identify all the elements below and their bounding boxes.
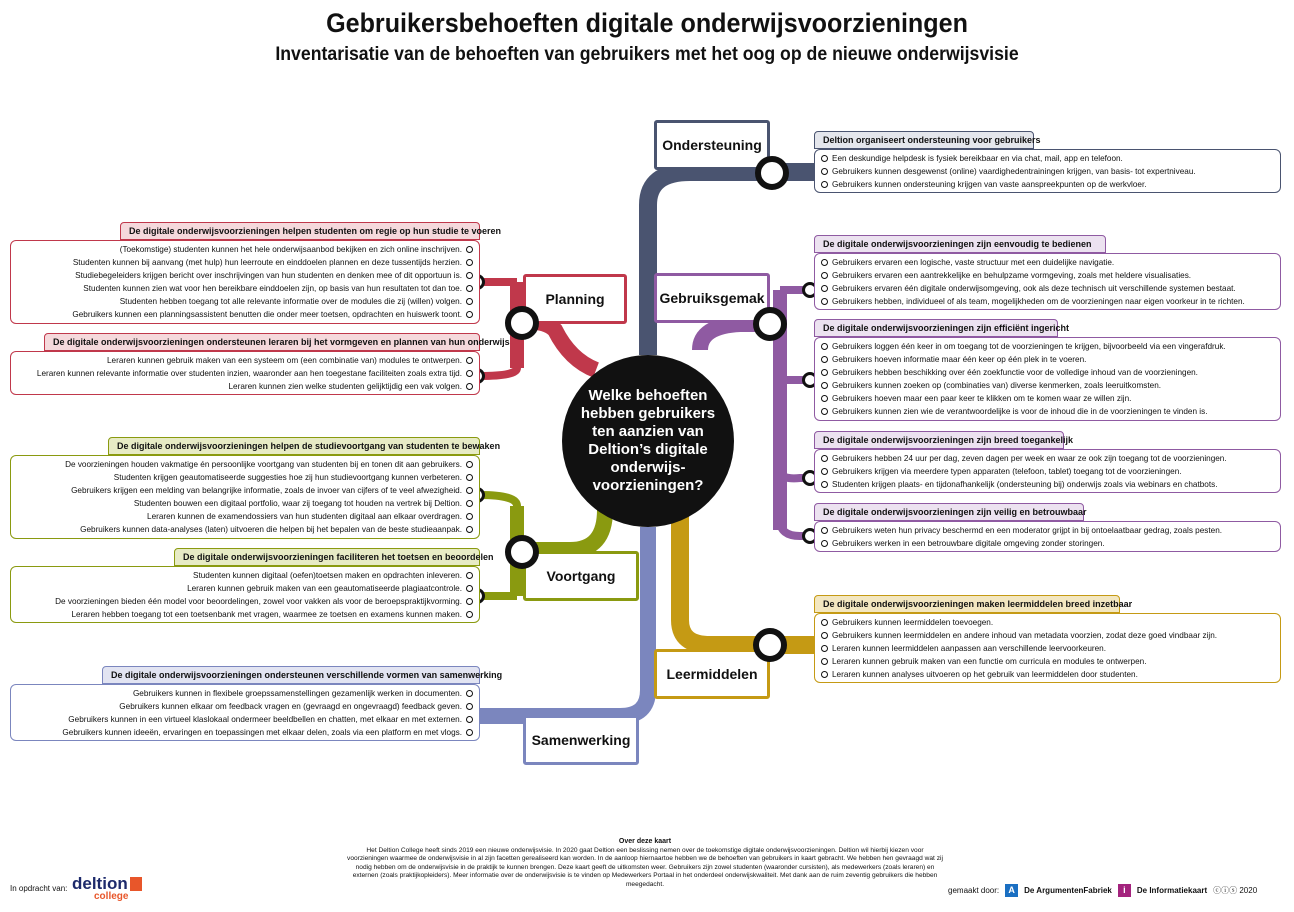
page-subtitle: Inventarisatie van de behoeften van gebruikers met het oog op de nieuwe onderwijsvisie	[275, 44, 1019, 65]
list-item: Een deskundige helpdesk is fysiek bereikbaar en via chat, mail, app en telefoon.	[821, 152, 1274, 165]
list-eenvoudig	[814, 253, 1281, 310]
list-item: Studenten hebben toegang tot alle relevante informatie over de modules die zij (willen) volgen.	[17, 295, 473, 308]
list-leraren	[10, 351, 480, 395]
list-item: Gebruikers kunnen zoeken op (combinaties van) diverse kenmerken, zoals leeruitkomsten.	[821, 379, 1274, 392]
informatiekaart-logo-icon: i	[1118, 884, 1131, 897]
list-item: Leraren kunnen analyses uitvoeren op het gebruik van leermiddelen door studenten.	[821, 668, 1274, 681]
list-item: Studiebegeleiders krijgen bericht over inschrijvingen van hun studenten en denken mee of dit opportuun is.	[17, 269, 473, 282]
list-item: Gebruikers kunnen data-analyses (laten) uitvoeren die helpen bij het bepalen van de beste studieaanpak.	[17, 523, 473, 536]
deltion-mark-icon	[130, 877, 142, 891]
line-planning-b2	[480, 368, 517, 376]
list-efficient	[814, 337, 1281, 421]
about-text: Het Deltion College heeft sinds 2019 een nieuwe onderwijsvisie. In 2020 gaat Deltion een beslissing nemen over de toekomstige digitale onderwijsvoorzieningen. Deltion wil hierbij kiezen voor voorzieningen waarmee de onderwijsvisie in al zijn facetten gerealiseerd kan worden. In de aanloop hiernaartoe hebben we de behoeften van gebruikers in kaart gebracht. We hebben hen gevraagd wat zij nodig hebben om de onderwijsvisie in de praktijk te kunnen brengen. Deze kaart geeft de uitkomsten weer. Gebruikers zijn zowel studenten (waaronder cursisten), als medewerkers (zoals leraren) en externen (zoals praktijkopleiders). Meer informatie over de onderwijsvisie is te vinden op Medewerkers Portaal in het onderdeel onderwijskwaliteit. Met dank aan de ruim zeventig gebruikers die hebben meegedacht.	[347, 846, 943, 888]
list-item: Leraren kunnen zien welke studenten gelijktijdig een vak volgen.	[17, 380, 473, 393]
list-leermiddelen	[814, 613, 1281, 683]
category-header-toegankelijk: De digitale onderwijsvoorzieningen zijn breed toegankelijk	[814, 431, 1064, 449]
list-item: Studenten kunnen digitaal (oefen)toetsen maken en opdrachten inleveren.	[17, 569, 473, 582]
list-item: Gebruikers kunnen elkaar om feedback vragen en (gevraagd en ongevraagd) feedback geven.	[17, 700, 473, 713]
list-item: Gebruikers kunnen een planningsassistent benutten die onder meer toetsen, opdrachten en huiswerk toont.	[17, 308, 473, 321]
list-item: Gebruikers hoeven informatie maar één keer op één plek in te voeren.	[821, 353, 1274, 366]
about-section	[345, 838, 945, 890]
list-item: Gebruikers kunnen desgewenst (online) vaardighedentrainingen krijgen, van basis- tot expertniveau.	[821, 165, 1274, 178]
list-item: Studenten krijgen geautomatiseerde suggesties hoe zij hun studievoortgang kunnen verbeteren.	[17, 471, 473, 484]
list-toegankelijk	[814, 449, 1281, 493]
maker-argumentenfabriek: De ArgumentenFabriek	[1024, 886, 1112, 895]
list-item: Gebruikers krijgen via meerdere typen apparaten (telefoon, tablet) toegang tot de voorzieningen.	[821, 465, 1274, 478]
ring-gebruiksgemak	[753, 307, 787, 341]
ring-ondersteuning	[755, 156, 789, 190]
line-voortgang-b1	[480, 495, 517, 506]
category-header-eenvoudig: De digitale onderwijsvoorzieningen zijn eenvoudig te bedienen	[814, 235, 1106, 253]
category-header-leraren: De digitale onderwijsvoorzieningen ondersteunen leraren bij het vormgeven en plannen van hun onderwijs	[44, 333, 480, 351]
category-header-leermiddelen: De digitale onderwijsvoorzieningen maken leermiddelen breed inzetbaar	[814, 595, 1120, 613]
list-item: Studenten krijgen plaats- en tijdonafhankelijk (ondersteuning bij) onderwijs zoals via webinars en chatbots.	[821, 478, 1274, 491]
list-item: Gebruikers kunnen ideeën, ervaringen en toepassingen met elkaar delen, zoals via een platform en met vlogs.	[17, 726, 473, 739]
made-by-label: gemaakt door:	[948, 886, 1000, 895]
category-header-veilig: De digitale onderwijsvoorzieningen zijn veilig en betrouwbaar	[814, 503, 1084, 521]
list-item: Gebruikers kunnen in een virtueel klaslokaal ondermeer beeldbellen en chatten, met elkaar en met externen.	[17, 713, 473, 726]
license-text: ⓒⓘⓢ 2020	[1213, 886, 1258, 895]
category-header-samenwerking: De digitale onderwijsvoorzieningen ondersteunen verschillende vormen van samenwerking	[102, 666, 480, 684]
list-item: Leraren kunnen gebruik maken van een geautomatiseerde plagiaatcontrole.	[17, 582, 473, 595]
central-question: Welke behoeften hebben gebruikers ten aanzien van Deltion’s digitale onderwijs-voorzieningen?	[562, 355, 734, 527]
list-item: Gebruikers kunnen zien wie de verantwoordelijke is voor de inhoud die in de voorzieningen te vinden is.	[821, 405, 1274, 418]
node-voortgang: Voortgang	[523, 551, 639, 601]
category-header-toetsen: De digitale onderwijsvoorzieningen faciliteren het toetsen en beoordelen	[174, 548, 480, 566]
category-header-regie: De digitale onderwijsvoorzieningen helpen studenten om regie op hun studie te voeren	[120, 222, 480, 240]
list-item: Gebruikers hebben beschikking over één zoekfunctie voor de volledige inhoud van de voorzieningen.	[821, 366, 1274, 379]
node-planning: Planning	[523, 274, 627, 324]
argumentenfabriek-logo-icon: A	[1005, 884, 1018, 897]
list-item: Gebruikers ervaren één digitale onderwijsomgeving, ook als deze technisch uit verschillende systemen bestaat.	[821, 282, 1274, 295]
list-item: Gebruikers ervaren een aantrekkelijke en behulpzame vormgeving, zoals met heldere visualisaties.	[821, 269, 1274, 282]
list-item: Gebruikers loggen één keer in om toegang tot de voorzieningen te krijgen, bijvoorbeeld via een vingerafdruk.	[821, 340, 1274, 353]
list-item: De voorzieningen houden vakmatige én persoonlijke voortgang van studenten bij en tonen dit aan gebruikers.	[17, 458, 473, 471]
list-item: Studenten kunnen zien wat voor hen bereikbare einddoelen zijn, op basis van hun resultaten tot dan toe.	[17, 282, 473, 295]
list-item: Gebruikers ervaren een logische, vaste structuur met een duidelijke navigatie.	[821, 256, 1274, 269]
node-gebruiksgemak: Gebruiksgemak	[654, 273, 770, 323]
list-item: Leraren kunnen leermiddelen aanpassen aan verschillende leervoorkeuren.	[821, 642, 1274, 655]
category-header-studievoortgang: De digitale onderwijsvoorzieningen helpen de studievoortgang van studenten te bewaken	[108, 437, 480, 455]
list-item: Gebruikers weten hun privacy beschermd en een moderator grijpt in bij ontoelaatbaar gedrag, zoals pesten.	[821, 524, 1274, 537]
list-item: Gebruikers hebben, individueel of als team, mogelijkheden om de voorzieningen naar eigen voorkeur in te richten.	[821, 295, 1274, 308]
list-item: Leraren hebben toegang tot een toetsenbank met vragen, waarmee ze toetsen en examens kunnen maken.	[17, 608, 473, 621]
list-ondersteuning	[814, 149, 1281, 193]
list-item: Leraren kunnen de examendossiers van hun studenten digitaal aan elkaar overdragen.	[17, 510, 473, 523]
ring-planning	[505, 306, 539, 340]
list-item: Studenten kunnen bij aanvang (met hulp) hun leerroute en einddoelen plannen en deze tussentijds herzien.	[17, 256, 473, 269]
page-title: Gebruikersbehoeften digitale onderwijsvoorzieningen	[326, 8, 968, 38]
list-item: Gebruikers werken in een betrouwbare digitale omgeving zonder storingen.	[821, 537, 1274, 550]
maker-informatiekaart: De Informatiekaart	[1136, 886, 1208, 895]
list-item: Gebruikers hebben 24 uur per dag, zeven dagen per week en waar ze ook zijn toegang tot de voorzieningen.	[821, 452, 1274, 465]
list-samenwerking	[10, 684, 480, 741]
list-item: Gebruikers hoeven maar een paar keer te klikken om te komen waar ze willen zijn.	[821, 392, 1274, 405]
list-item: Gebruikers kunnen in flexibele groepssamenstellingen gezamenlijk werken in documenten.	[17, 687, 473, 700]
commissioned-label: In opdracht van:	[10, 884, 68, 893]
list-regie	[10, 240, 480, 324]
list-item: Gebruikers kunnen leermiddelen toevoegen.	[821, 616, 1274, 629]
ring-voortgang	[505, 535, 539, 569]
ring-leermiddelen	[753, 628, 787, 662]
list-item: Leraren kunnen gebruik maken van een systeem om (een combinatie van) modules te ontwerpen.	[17, 354, 473, 367]
list-item: Leraren kunnen gebruik maken van een functie om curricula en modules te ontwerpen.	[821, 655, 1274, 668]
list-item: De voorzieningen bieden één model voor beoordelingen, zowel voor vakken als voor de beroepspraktijkvorming.	[17, 595, 473, 608]
list-toetsen	[10, 566, 480, 623]
node-leermiddelen: Leermiddelen	[654, 649, 770, 699]
about-heading: Over deze kaart	[618, 838, 672, 845]
category-header-efficient: De digitale onderwijsvoorzieningen zijn efficiënt ingericht	[814, 319, 1058, 337]
list-item: Studenten bouwen een digitaal portfolio, waar zij toegang tot houden na vertrek bij Deltion.	[17, 497, 473, 510]
list-item: Leraren kunnen relevante informatie over studenten inzien, waaronder aan hen toegestane faciliteiten zoals extra tijd.	[17, 367, 473, 380]
list-item: Gebruikers kunnen ondersteuning krijgen van vaste aanspreekpunten op de werkvloer.	[821, 178, 1274, 191]
footer-makers	[948, 884, 1257, 897]
list-item: Gebruikers krijgen een melding van belangrijke informatie, zoals de invoer van cijfers of te veel afwezigheid.	[17, 484, 473, 497]
list-veilig	[814, 521, 1281, 552]
node-ondersteuning: Ondersteuning	[654, 120, 770, 170]
list-studievoortgang	[10, 455, 480, 539]
node-samenwerking: Samenwerking	[523, 715, 639, 765]
list-item: Gebruikers kunnen leermiddelen en andere inhoud van metadata voorzien, zodat deze goed vindbaar zijn.	[821, 629, 1274, 642]
list-item: (Toekomstige) studenten kunnen het hele onderwijsaanbod bekijken en zich online inschrijven.	[17, 243, 473, 256]
deltion-logo: deltion college	[72, 875, 152, 905]
category-header-ondersteuning: Deltion organiseert ondersteuning voor gebruikers	[814, 131, 1034, 149]
